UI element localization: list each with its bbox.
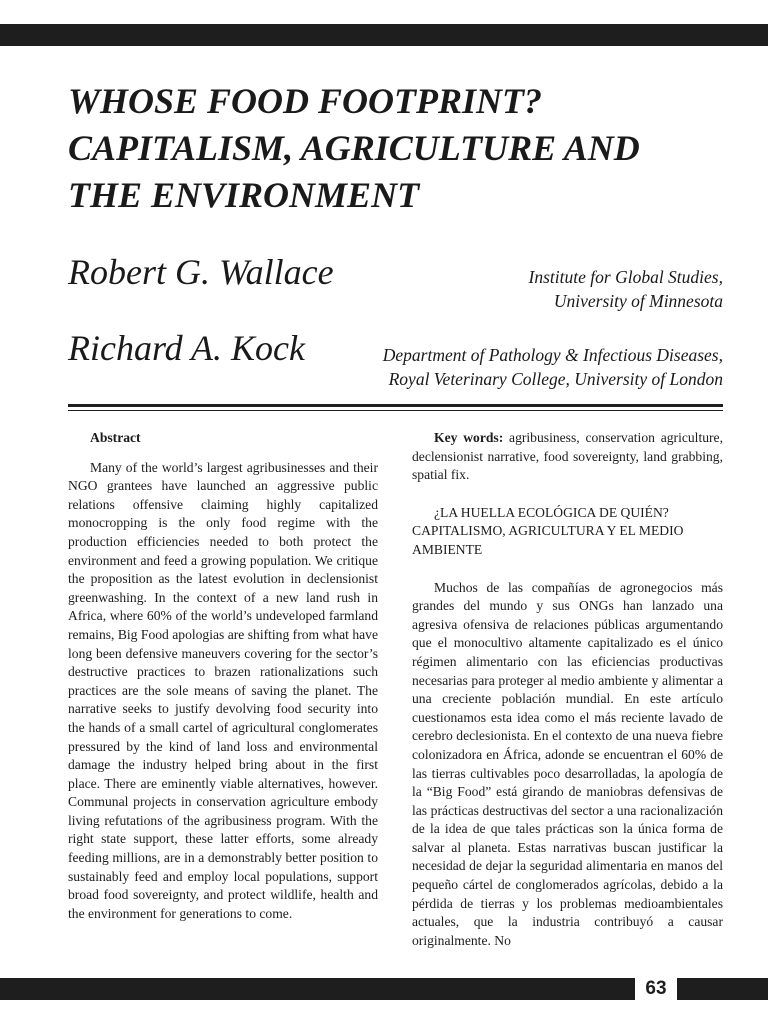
affiliation-line: Institute for Global Studies, [528, 267, 723, 287]
keywords-text: agribusiness, conservation agriculture, declensionist narrative, food sovereignty, land grabbing, spatial fix. [412, 430, 723, 483]
author-name-2: Richard A. Kock [68, 328, 305, 368]
affiliation-line: Royal Veterinary College, University of London [388, 369, 723, 389]
title-line: WHOSE FOOD FOOTPRINT? [68, 81, 543, 121]
top-bar [0, 24, 768, 46]
title-line: THE ENVIRONMENT [68, 175, 420, 215]
abstract-body: Many of the world’s largest agribusinesses and their NGO grantees have launched an aggressive public relations offensive claiming highly capitalized monocropping is the only food regime with the production efficiencies needed to both protect the environment and feed a growing population. We critique the proposition as the latest evolution in declensionist greenwashing. In the context of a new land rush in Africa, where 60% of the world’s undeveloped farmland remains, Big Food apologias are shifting from what have long been defensive maneuvers covering for the sector’s destructive practices to brazen rationalizations such practices are the sole means of saving the planet. The narrative seeks to justify devolving food security into the hands of a small cartel of agricultural conglomerates pressured by the kind of land loss and environmental damage the industry helped bring about in the first place. There are eminently viable alternatives, however. Communal projects in conservation agriculture embody living refutations of the agribusiness program. With the right state support, these latter efforts, some already feeding millions, are in a demonstrably better position to sustainably feed and employ local populations, support broad food sovereignty, and protect wildlife, health and the environment for generations to come. [68, 459, 378, 921]
abstract-column [68, 429, 378, 923]
keywords-column [412, 429, 723, 950]
title-line: CAPITALISM, AGRICULTURE AND [68, 128, 640, 168]
keywords-paragraph [412, 429, 723, 485]
keywords-label: Key words: [434, 430, 504, 445]
article-title [68, 78, 728, 219]
spanish-abstract-body: Muchos de las compañías de agronegocios más grandes del mundo y sus ONGs han lanzado una agresiva ofensiva de relaciones públicas argumentando que el monocultivo altamente capitalizado es el único régimen alimentario con las eficiencias productivas necesarias para proteger al medio ambiente y alimentar a una creciente población mundial. En este artículo cuestionamos esta idea como el más reciente lavado de cerebro declesionista. En el contexto de una nueva fiebre colonizadora en África, adonde se encuentran el 60% de las tierras cultivables poco desarrolladas, la apología de la “Big Food” está girando de maniobras defensivas de las prácticas destructivas del sector a una racionalización de la idea de que tales prácticas son la única forma de salvar al planeta. Estas narrativas buscan justificar la necesidad de dejar la seguridad alimentaria en manos del pequeño cártel de conglomerados agrícolas, debido a la pérdida de tierras y los problemas medioambientales actuales, que la industria contribuyó a causar originalmente. No [412, 579, 723, 948]
header-rule-thick [68, 404, 723, 407]
header-rule-thin [68, 410, 723, 411]
affiliation-line: Department of Pathology & Infectious Diseases, [382, 345, 723, 365]
abstract-heading: Abstract [90, 430, 141, 445]
author-affiliation-2 [383, 343, 723, 391]
affiliation-line: University of Minnesota [553, 291, 723, 311]
author-affiliation-1 [529, 265, 723, 313]
author-name-1: Robert G. Wallace [68, 252, 334, 292]
page-number: 63 [635, 978, 677, 1000]
spanish-title: ¿LA HUELLA ECOLÓGICA DE QUIÉN? CAPITALISMO, AGRICULTURA Y EL MEDIO AMBIENTE [412, 504, 684, 557]
